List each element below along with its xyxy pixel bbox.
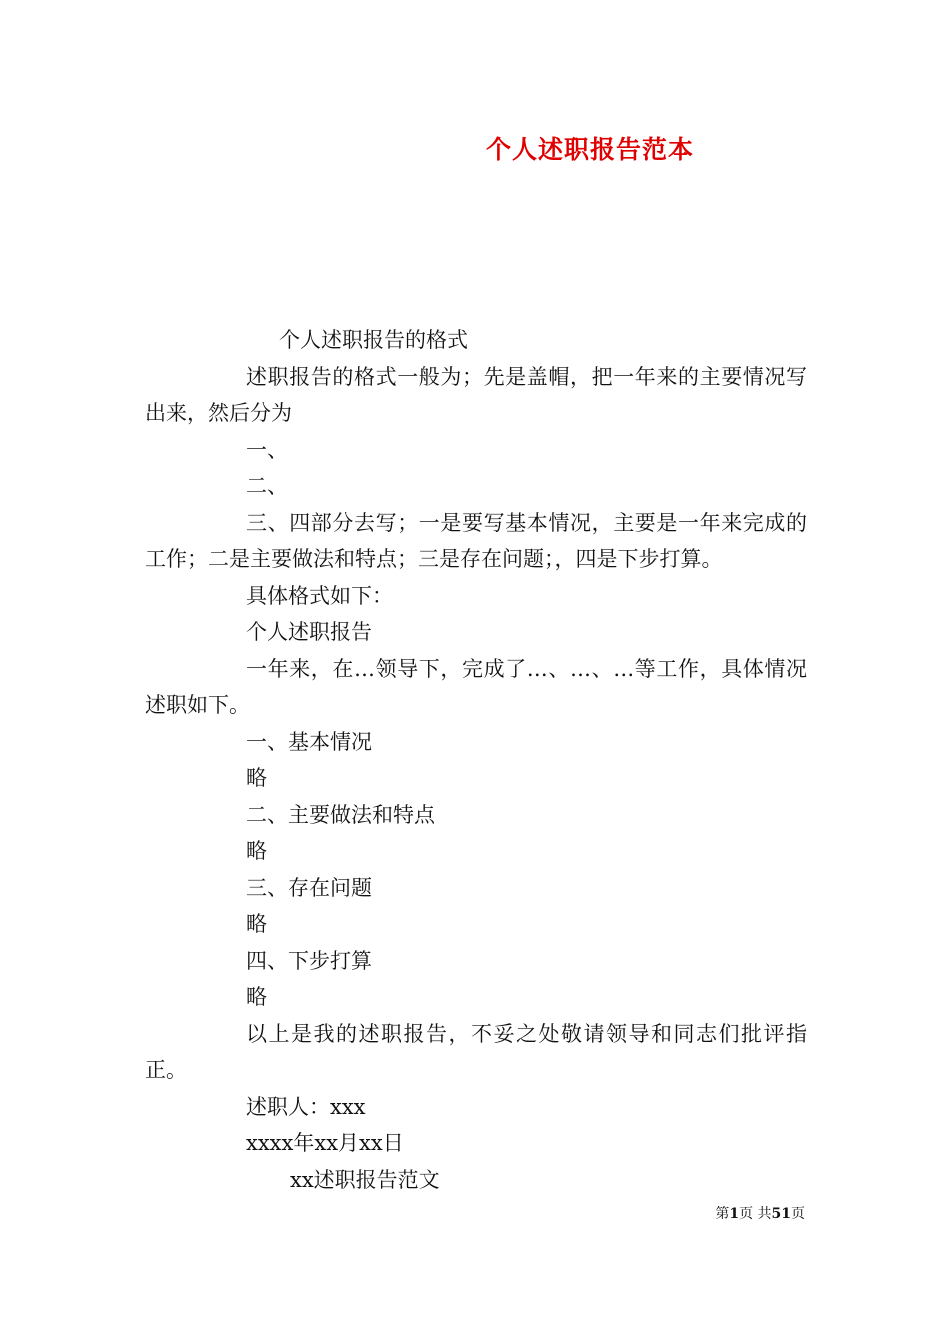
paragraph-omitted-2: 略 (246, 839, 267, 863)
title-area (0, 0, 950, 200)
document-title: 个人述职报告范本 (485, 135, 694, 164)
paragraph-reporter: 述职人：xxx (246, 1094, 366, 1119)
paragraph-omitted-1: 略 (246, 766, 267, 790)
paragraph-omitted-3: 略 (246, 912, 267, 936)
footer-page-number: 1 (729, 1206, 740, 1222)
footer-middle: 页 共 (739, 1206, 772, 1222)
section-methods-features: 二、主要做法和特点 (246, 802, 435, 827)
paragraph-date: xxxx年xx月xx日 (246, 1131, 404, 1155)
paragraph-year-summary: 一年来，在…领导下，完成了…、…、…等工作，具体情况述职如下。 (145, 656, 807, 717)
paragraph-part-two: 二、 (246, 474, 288, 498)
paragraph-report-title: 个人述职报告 (246, 620, 372, 644)
page-footer (715, 1203, 805, 1223)
footer-suffix: 页 (791, 1206, 805, 1222)
paragraph-part-three-four: 三、四部分去写；一是要写基本情况，主要是一年来完成的工作；二是主要做法和特点；三是存在问题；，四是下步打算。 (145, 510, 807, 571)
footer-total-pages: 51 (771, 1206, 791, 1222)
paragraph-closing: 以上是我的述职报告，不妥之处敬请领导和同志们批评指正。 (145, 1021, 807, 1082)
document-body (145, 322, 807, 1198)
paragraph-omitted-4: 略 (246, 985, 267, 1009)
section-heading-format: 个人述职报告的格式 (279, 328, 468, 352)
paragraph-next-sample-title: xx述职报告范文 (290, 1167, 440, 1192)
section-next-plans: 四、下步打算 (246, 948, 372, 973)
paragraph-intro: 述职报告的格式一般为；先是盖帽，把一年来的主要情况写出来，然后分为 (145, 364, 807, 425)
footer-prefix: 第 (715, 1206, 730, 1222)
paragraph-part-one: 一、 (246, 437, 288, 462)
section-existing-problems: 三、存在问题 (246, 875, 372, 900)
paragraph-format-below: 具体格式如下： (246, 583, 393, 608)
section-basic-situation: 一、基本情况 (246, 729, 372, 754)
